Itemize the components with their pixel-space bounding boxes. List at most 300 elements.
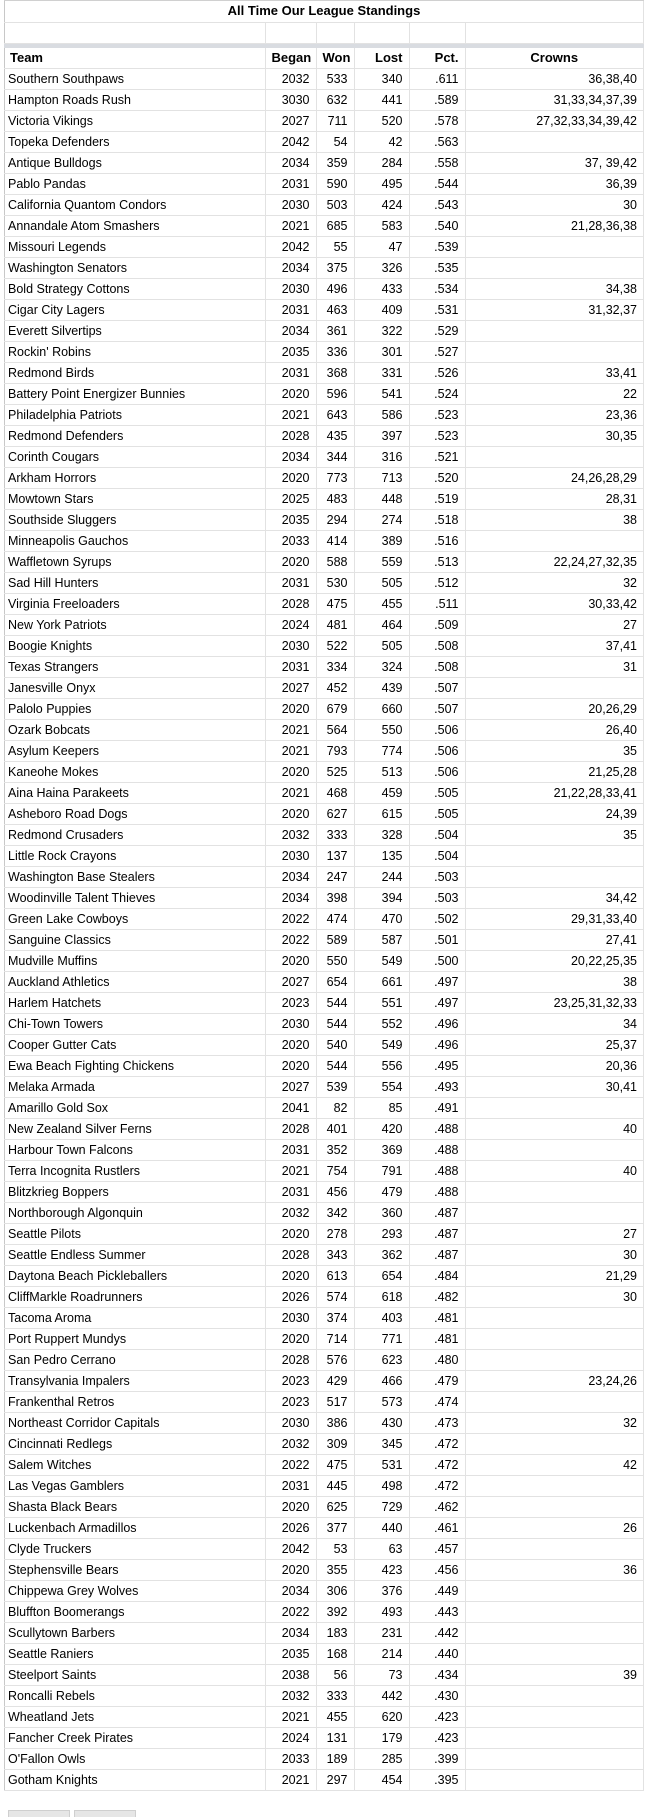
won-cell[interactable]: 574 — [316, 1287, 354, 1308]
crowns-cell[interactable]: 37, 39,42 — [465, 153, 644, 174]
pct-cell[interactable]: .504 — [409, 846, 465, 867]
lost-cell[interactable]: 85 — [354, 1098, 409, 1119]
crowns-cell[interactable]: 30,33,42 — [465, 594, 644, 615]
pct-cell[interactable]: .505 — [409, 783, 465, 804]
crowns-cell[interactable]: 21,22,28,33,41 — [465, 783, 644, 804]
won-cell[interactable]: 590 — [316, 174, 354, 195]
pct-cell[interactable]: .521 — [409, 447, 465, 468]
team-cell[interactable]: Janesville Onyx — [4, 678, 265, 699]
pct-cell[interactable]: .611 — [409, 69, 465, 90]
crowns-cell[interactable]: 36,39 — [465, 174, 644, 195]
pct-cell[interactable]: .507 — [409, 699, 465, 720]
won-cell[interactable]: 386 — [316, 1413, 354, 1434]
team-cell[interactable]: O'Fallon Owls — [4, 1749, 265, 1770]
crowns-cell[interactable]: 36 — [465, 1560, 644, 1581]
pct-cell[interactable]: .518 — [409, 510, 465, 531]
began-cell[interactable]: 2020 — [265, 1560, 316, 1581]
pct-cell[interactable]: .434 — [409, 1665, 465, 1686]
lost-cell[interactable]: 771 — [354, 1329, 409, 1350]
won-cell[interactable]: 475 — [316, 1455, 354, 1476]
began-cell[interactable]: 2034 — [265, 258, 316, 279]
began-cell[interactable]: 2035 — [265, 342, 316, 363]
began-cell[interactable]: 2022 — [265, 1602, 316, 1623]
team-cell[interactable]: Topeka Defenders — [4, 132, 265, 153]
team-cell[interactable]: Frankenthal Retros — [4, 1392, 265, 1413]
crowns-cell[interactable]: 20,36 — [465, 1056, 644, 1077]
lost-cell[interactable]: 774 — [354, 741, 409, 762]
empty-cell[interactable] — [409, 23, 465, 44]
pct-cell[interactable]: .496 — [409, 1014, 465, 1035]
team-cell[interactable]: Stephensville Bears — [4, 1560, 265, 1581]
lost-cell[interactable]: 713 — [354, 468, 409, 489]
began-cell[interactable]: 2028 — [265, 1245, 316, 1266]
crowns-cell[interactable] — [465, 1539, 644, 1560]
began-cell[interactable]: 2020 — [265, 552, 316, 573]
began-cell[interactable]: 2020 — [265, 1056, 316, 1077]
team-cell[interactable]: Green Lake Cowboys — [4, 909, 265, 930]
won-cell[interactable]: 456 — [316, 1182, 354, 1203]
lost-cell[interactable]: 549 — [354, 951, 409, 972]
lost-cell[interactable]: 459 — [354, 783, 409, 804]
pct-cell[interactable]: .491 — [409, 1098, 465, 1119]
crowns-cell[interactable] — [465, 1434, 644, 1455]
sheet-tab[interactable] — [74, 1810, 136, 1817]
began-cell[interactable]: 2028 — [265, 1350, 316, 1371]
pct-cell[interactable]: .482 — [409, 1287, 465, 1308]
team-cell[interactable]: San Pedro Cerrano — [4, 1350, 265, 1371]
lost-cell[interactable]: 454 — [354, 1770, 409, 1791]
lost-cell[interactable]: 654 — [354, 1266, 409, 1287]
began-cell[interactable]: 2020 — [265, 804, 316, 825]
pct-cell[interactable]: .520 — [409, 468, 465, 489]
won-cell[interactable]: 503 — [316, 195, 354, 216]
header-pct[interactable]: Pct. — [409, 48, 465, 69]
crowns-cell[interactable]: 37,41 — [465, 636, 644, 657]
won-cell[interactable]: 189 — [316, 1749, 354, 1770]
team-cell[interactable]: Harbour Town Falcons — [4, 1140, 265, 1161]
crowns-cell[interactable] — [465, 531, 644, 552]
crowns-cell[interactable] — [465, 1497, 644, 1518]
won-cell[interactable]: 82 — [316, 1098, 354, 1119]
crowns-cell[interactable] — [465, 132, 644, 153]
crowns-cell[interactable]: 23,24,26 — [465, 1371, 644, 1392]
began-cell[interactable]: 2026 — [265, 1518, 316, 1539]
won-cell[interactable]: 544 — [316, 1014, 354, 1035]
won-cell[interactable]: 596 — [316, 384, 354, 405]
pct-cell[interactable]: .449 — [409, 1581, 465, 1602]
pct-cell[interactable]: .509 — [409, 615, 465, 636]
began-cell[interactable]: 2042 — [265, 132, 316, 153]
lost-cell[interactable]: 424 — [354, 195, 409, 216]
lost-cell[interactable]: 231 — [354, 1623, 409, 1644]
pct-cell[interactable]: .529 — [409, 321, 465, 342]
won-cell[interactable]: 793 — [316, 741, 354, 762]
pct-cell[interactable]: .497 — [409, 993, 465, 1014]
crowns-cell[interactable]: 23,25,31,32,33 — [465, 993, 644, 1014]
lost-cell[interactable]: 369 — [354, 1140, 409, 1161]
lost-cell[interactable]: 389 — [354, 531, 409, 552]
began-cell[interactable]: 2030 — [265, 1014, 316, 1035]
began-cell[interactable]: 2030 — [265, 846, 316, 867]
lost-cell[interactable]: 466 — [354, 1371, 409, 1392]
won-cell[interactable]: 643 — [316, 405, 354, 426]
team-cell[interactable]: Washington Base Stealers — [4, 867, 265, 888]
lost-cell[interactable]: 505 — [354, 636, 409, 657]
header-won[interactable]: Won — [316, 48, 354, 69]
pct-cell[interactable]: .480 — [409, 1350, 465, 1371]
won-cell[interactable]: 53 — [316, 1539, 354, 1560]
began-cell[interactable]: 2020 — [265, 1224, 316, 1245]
pct-cell[interactable]: .481 — [409, 1308, 465, 1329]
won-cell[interactable]: 414 — [316, 531, 354, 552]
lost-cell[interactable]: 583 — [354, 216, 409, 237]
lost-cell[interactable]: 340 — [354, 69, 409, 90]
began-cell[interactable]: 2034 — [265, 888, 316, 909]
lost-cell[interactable]: 42 — [354, 132, 409, 153]
won-cell[interactable]: 522 — [316, 636, 354, 657]
pct-cell[interactable]: .495 — [409, 1056, 465, 1077]
pct-cell[interactable]: .423 — [409, 1728, 465, 1749]
crowns-cell[interactable]: 24,39 — [465, 804, 644, 825]
began-cell[interactable]: 2020 — [265, 468, 316, 489]
team-cell[interactable]: Seattle Endless Summer — [4, 1245, 265, 1266]
won-cell[interactable]: 685 — [316, 216, 354, 237]
won-cell[interactable]: 481 — [316, 615, 354, 636]
lost-cell[interactable]: 498 — [354, 1476, 409, 1497]
pct-cell[interactable]: .543 — [409, 195, 465, 216]
lost-cell[interactable]: 179 — [354, 1728, 409, 1749]
lost-cell[interactable]: 345 — [354, 1434, 409, 1455]
pct-cell[interactable]: .473 — [409, 1413, 465, 1434]
began-cell[interactable]: 2021 — [265, 216, 316, 237]
pct-cell[interactable]: .513 — [409, 552, 465, 573]
pct-cell[interactable]: .487 — [409, 1224, 465, 1245]
crowns-cell[interactable]: 30 — [465, 1245, 644, 1266]
pct-cell[interactable]: .519 — [409, 489, 465, 510]
won-cell[interactable]: 533 — [316, 69, 354, 90]
team-cell[interactable]: Mowtown Stars — [4, 489, 265, 510]
crowns-cell[interactable] — [465, 1602, 644, 1623]
pct-cell[interactable]: .481 — [409, 1329, 465, 1350]
pct-cell[interactable]: .540 — [409, 216, 465, 237]
began-cell[interactable]: 2032 — [265, 1434, 316, 1455]
lost-cell[interactable]: 284 — [354, 153, 409, 174]
began-cell[interactable]: 2028 — [265, 594, 316, 615]
team-cell[interactable]: Steelport Saints — [4, 1665, 265, 1686]
team-cell[interactable]: Redmond Birds — [4, 363, 265, 384]
team-cell[interactable]: Bold Strategy Cottons — [4, 279, 265, 300]
began-cell[interactable]: 2023 — [265, 1371, 316, 1392]
lost-cell[interactable]: 420 — [354, 1119, 409, 1140]
team-cell[interactable]: Daytona Beach Pickleballers — [4, 1266, 265, 1287]
team-cell[interactable]: Port Ruppert Mundys — [4, 1329, 265, 1350]
crowns-cell[interactable]: 40 — [465, 1119, 644, 1140]
team-cell[interactable]: Bluffton Boomerangs — [4, 1602, 265, 1623]
pct-cell[interactable]: .506 — [409, 741, 465, 762]
team-cell[interactable]: Las Vegas Gamblers — [4, 1476, 265, 1497]
crowns-cell[interactable]: 40 — [465, 1161, 644, 1182]
team-cell[interactable]: Seattle Raniers — [4, 1644, 265, 1665]
won-cell[interactable]: 435 — [316, 426, 354, 447]
lost-cell[interactable]: 47 — [354, 237, 409, 258]
crowns-cell[interactable]: 28,31 — [465, 489, 644, 510]
began-cell[interactable]: 2021 — [265, 741, 316, 762]
began-cell[interactable]: 2035 — [265, 510, 316, 531]
lost-cell[interactable]: 586 — [354, 405, 409, 426]
team-cell[interactable]: CliffMarkle Roadrunners — [4, 1287, 265, 1308]
crowns-cell[interactable]: 26 — [465, 1518, 644, 1539]
began-cell[interactable]: 2020 — [265, 762, 316, 783]
began-cell[interactable]: 2035 — [265, 1644, 316, 1665]
lost-cell[interactable]: 493 — [354, 1602, 409, 1623]
won-cell[interactable]: 306 — [316, 1581, 354, 1602]
began-cell[interactable]: 2027 — [265, 678, 316, 699]
began-cell[interactable]: 2027 — [265, 111, 316, 132]
won-cell[interactable]: 544 — [316, 1056, 354, 1077]
crowns-cell[interactable] — [465, 1392, 644, 1413]
began-cell[interactable]: 2031 — [265, 363, 316, 384]
won-cell[interactable]: 333 — [316, 825, 354, 846]
lost-cell[interactable]: 550 — [354, 720, 409, 741]
won-cell[interactable]: 539 — [316, 1077, 354, 1098]
won-cell[interactable]: 429 — [316, 1371, 354, 1392]
pct-cell[interactable]: .496 — [409, 1035, 465, 1056]
team-cell[interactable]: Shasta Black Bears — [4, 1497, 265, 1518]
pct-cell[interactable]: .512 — [409, 573, 465, 594]
began-cell[interactable]: 2030 — [265, 1308, 316, 1329]
team-cell[interactable]: Gotham Knights — [4, 1770, 265, 1791]
pct-cell[interactable]: .395 — [409, 1770, 465, 1791]
crowns-cell[interactable]: 21,29 — [465, 1266, 644, 1287]
crowns-cell[interactable]: 27,32,33,34,39,42 — [465, 111, 644, 132]
pct-cell[interactable]: .531 — [409, 300, 465, 321]
team-cell[interactable]: Missouri Legends — [4, 237, 265, 258]
crowns-cell[interactable]: 33,41 — [465, 363, 644, 384]
crowns-cell[interactable]: 22 — [465, 384, 644, 405]
crowns-cell[interactable] — [465, 1140, 644, 1161]
began-cell[interactable]: 2023 — [265, 993, 316, 1014]
pct-cell[interactable]: .504 — [409, 825, 465, 846]
team-cell[interactable]: Ozark Bobcats — [4, 720, 265, 741]
lost-cell[interactable]: 430 — [354, 1413, 409, 1434]
won-cell[interactable]: 401 — [316, 1119, 354, 1140]
team-cell[interactable]: Mudville Muffins — [4, 951, 265, 972]
lost-cell[interactable]: 615 — [354, 804, 409, 825]
began-cell[interactable]: 2025 — [265, 489, 316, 510]
crowns-cell[interactable]: 20,26,29 — [465, 699, 644, 720]
won-cell[interactable]: 375 — [316, 258, 354, 279]
crowns-cell[interactable]: 36,38,40 — [465, 69, 644, 90]
team-cell[interactable]: Clyde Truckers — [4, 1539, 265, 1560]
crowns-cell[interactable]: 34,42 — [465, 888, 644, 909]
lost-cell[interactable]: 552 — [354, 1014, 409, 1035]
sheet-tab[interactable] — [8, 1810, 70, 1817]
team-cell[interactable]: Waffletown Syrups — [4, 552, 265, 573]
lost-cell[interactable]: 360 — [354, 1203, 409, 1224]
won-cell[interactable]: 452 — [316, 678, 354, 699]
team-cell[interactable]: New York Patriots — [4, 615, 265, 636]
began-cell[interactable]: 2032 — [265, 1686, 316, 1707]
lost-cell[interactable]: 448 — [354, 489, 409, 510]
began-cell[interactable]: 2021 — [265, 1707, 316, 1728]
pct-cell[interactable]: .461 — [409, 1518, 465, 1539]
won-cell[interactable]: 625 — [316, 1497, 354, 1518]
team-cell[interactable]: Antique Bulldogs — [4, 153, 265, 174]
team-cell[interactable]: Texas Strangers — [4, 657, 265, 678]
lost-cell[interactable]: 331 — [354, 363, 409, 384]
began-cell[interactable]: 2020 — [265, 1497, 316, 1518]
won-cell[interactable]: 359 — [316, 153, 354, 174]
pct-cell[interactable]: .506 — [409, 720, 465, 741]
pct-cell[interactable]: .507 — [409, 678, 465, 699]
pct-cell[interactable]: .488 — [409, 1119, 465, 1140]
won-cell[interactable]: 352 — [316, 1140, 354, 1161]
began-cell[interactable]: 2042 — [265, 1539, 316, 1560]
began-cell[interactable]: 2024 — [265, 615, 316, 636]
won-cell[interactable]: 368 — [316, 363, 354, 384]
lost-cell[interactable]: 455 — [354, 594, 409, 615]
began-cell[interactable]: 2021 — [265, 1161, 316, 1182]
began-cell[interactable]: 3030 — [265, 90, 316, 111]
lost-cell[interactable]: 433 — [354, 279, 409, 300]
began-cell[interactable]: 2032 — [265, 825, 316, 846]
began-cell[interactable]: 2027 — [265, 1077, 316, 1098]
pct-cell[interactable]: .523 — [409, 405, 465, 426]
pct-cell[interactable]: .487 — [409, 1203, 465, 1224]
team-cell[interactable]: Annandale Atom Smashers — [4, 216, 265, 237]
pct-cell[interactable]: .506 — [409, 762, 465, 783]
empty-cell[interactable] — [265, 23, 316, 44]
began-cell[interactable]: 2031 — [265, 300, 316, 321]
began-cell[interactable]: 2034 — [265, 1581, 316, 1602]
began-cell[interactable]: 2034 — [265, 1623, 316, 1644]
team-cell[interactable]: Arkham Horrors — [4, 468, 265, 489]
crowns-cell[interactable] — [465, 1203, 644, 1224]
team-cell[interactable]: Minneapolis Gauchos — [4, 531, 265, 552]
crowns-cell[interactable]: 35 — [465, 825, 644, 846]
pct-cell[interactable]: .456 — [409, 1560, 465, 1581]
began-cell[interactable]: 2020 — [265, 384, 316, 405]
pct-cell[interactable]: .526 — [409, 363, 465, 384]
pct-cell[interactable]: .535 — [409, 258, 465, 279]
won-cell[interactable]: 711 — [316, 111, 354, 132]
team-cell[interactable]: Redmond Crusaders — [4, 825, 265, 846]
lost-cell[interactable]: 403 — [354, 1308, 409, 1329]
pct-cell[interactable]: .539 — [409, 237, 465, 258]
team-cell[interactable]: Kaneohe Mokes — [4, 762, 265, 783]
won-cell[interactable]: 131 — [316, 1728, 354, 1749]
team-cell[interactable]: Cooper Gutter Cats — [4, 1035, 265, 1056]
team-cell[interactable]: Virginia Freeloaders — [4, 594, 265, 615]
crowns-cell[interactable]: 32 — [465, 1413, 644, 1434]
team-cell[interactable]: Asheboro Road Dogs — [4, 804, 265, 825]
team-cell[interactable]: Auckland Athletics — [4, 972, 265, 993]
began-cell[interactable]: 2022 — [265, 930, 316, 951]
lost-cell[interactable]: 441 — [354, 90, 409, 111]
won-cell[interactable]: 773 — [316, 468, 354, 489]
crowns-cell[interactable] — [465, 678, 644, 699]
won-cell[interactable]: 483 — [316, 489, 354, 510]
won-cell[interactable]: 343 — [316, 1245, 354, 1266]
team-cell[interactable]: Wheatland Jets — [4, 1707, 265, 1728]
crowns-cell[interactable]: 38 — [465, 972, 644, 993]
lost-cell[interactable]: 573 — [354, 1392, 409, 1413]
team-cell[interactable]: Pablo Pandas — [4, 174, 265, 195]
team-cell[interactable]: California Quantom Condors — [4, 195, 265, 216]
won-cell[interactable]: 54 — [316, 132, 354, 153]
began-cell[interactable]: 2032 — [265, 1203, 316, 1224]
pct-cell[interactable]: .497 — [409, 972, 465, 993]
began-cell[interactable]: 2033 — [265, 1749, 316, 1770]
won-cell[interactable]: 55 — [316, 237, 354, 258]
lost-cell[interactable]: 520 — [354, 111, 409, 132]
crowns-cell[interactable] — [465, 1581, 644, 1602]
team-cell[interactable]: Philadelphia Patriots — [4, 405, 265, 426]
won-cell[interactable]: 445 — [316, 1476, 354, 1497]
pct-cell[interactable]: .484 — [409, 1266, 465, 1287]
lost-cell[interactable]: 729 — [354, 1497, 409, 1518]
lost-cell[interactable]: 495 — [354, 174, 409, 195]
team-cell[interactable]: Redmond Defenders — [4, 426, 265, 447]
began-cell[interactable]: 2021 — [265, 783, 316, 804]
pct-cell[interactable]: .472 — [409, 1476, 465, 1497]
empty-cell[interactable] — [354, 23, 409, 44]
crowns-cell[interactable]: 21,25,28 — [465, 762, 644, 783]
team-cell[interactable]: Woodinville Talent Thieves — [4, 888, 265, 909]
lost-cell[interactable]: 322 — [354, 321, 409, 342]
began-cell[interactable]: 2024 — [265, 1728, 316, 1749]
lost-cell[interactable]: 285 — [354, 1749, 409, 1770]
began-cell[interactable]: 2034 — [265, 153, 316, 174]
crowns-cell[interactable] — [465, 447, 644, 468]
pct-cell[interactable]: .534 — [409, 279, 465, 300]
lost-cell[interactable]: 293 — [354, 1224, 409, 1245]
pct-cell[interactable]: .524 — [409, 384, 465, 405]
team-cell[interactable]: Sad Hill Hunters — [4, 573, 265, 594]
team-cell[interactable]: Northeast Corridor Capitals — [4, 1413, 265, 1434]
team-cell[interactable]: Harlem Hatchets — [4, 993, 265, 1014]
pct-cell[interactable]: .479 — [409, 1371, 465, 1392]
crowns-cell[interactable]: 27 — [465, 615, 644, 636]
won-cell[interactable]: 56 — [316, 1665, 354, 1686]
began-cell[interactable]: 2030 — [265, 636, 316, 657]
lost-cell[interactable]: 423 — [354, 1560, 409, 1581]
won-cell[interactable]: 294 — [316, 510, 354, 531]
lost-cell[interactable]: 505 — [354, 573, 409, 594]
began-cell[interactable]: 2030 — [265, 279, 316, 300]
began-cell[interactable]: 2042 — [265, 237, 316, 258]
lost-cell[interactable]: 63 — [354, 1539, 409, 1560]
team-cell[interactable]: Blitzkrieg Boppers — [4, 1182, 265, 1203]
crowns-cell[interactable]: 27 — [465, 1224, 644, 1245]
won-cell[interactable]: 654 — [316, 972, 354, 993]
team-cell[interactable]: Northborough Algonquin — [4, 1203, 265, 1224]
team-cell[interactable]: Amarillo Gold Sox — [4, 1098, 265, 1119]
won-cell[interactable]: 530 — [316, 573, 354, 594]
crowns-cell[interactable]: 27,41 — [465, 930, 644, 951]
lost-cell[interactable]: 464 — [354, 615, 409, 636]
began-cell[interactable]: 2034 — [265, 447, 316, 468]
pct-cell[interactable]: .558 — [409, 153, 465, 174]
crowns-cell[interactable]: 38 — [465, 510, 644, 531]
pct-cell[interactable]: .430 — [409, 1686, 465, 1707]
crowns-cell[interactable] — [465, 1707, 644, 1728]
pct-cell[interactable]: .527 — [409, 342, 465, 363]
lost-cell[interactable]: 316 — [354, 447, 409, 468]
team-cell[interactable]: Seattle Pilots — [4, 1224, 265, 1245]
crowns-cell[interactable] — [465, 1098, 644, 1119]
began-cell[interactable]: 2030 — [265, 1413, 316, 1434]
